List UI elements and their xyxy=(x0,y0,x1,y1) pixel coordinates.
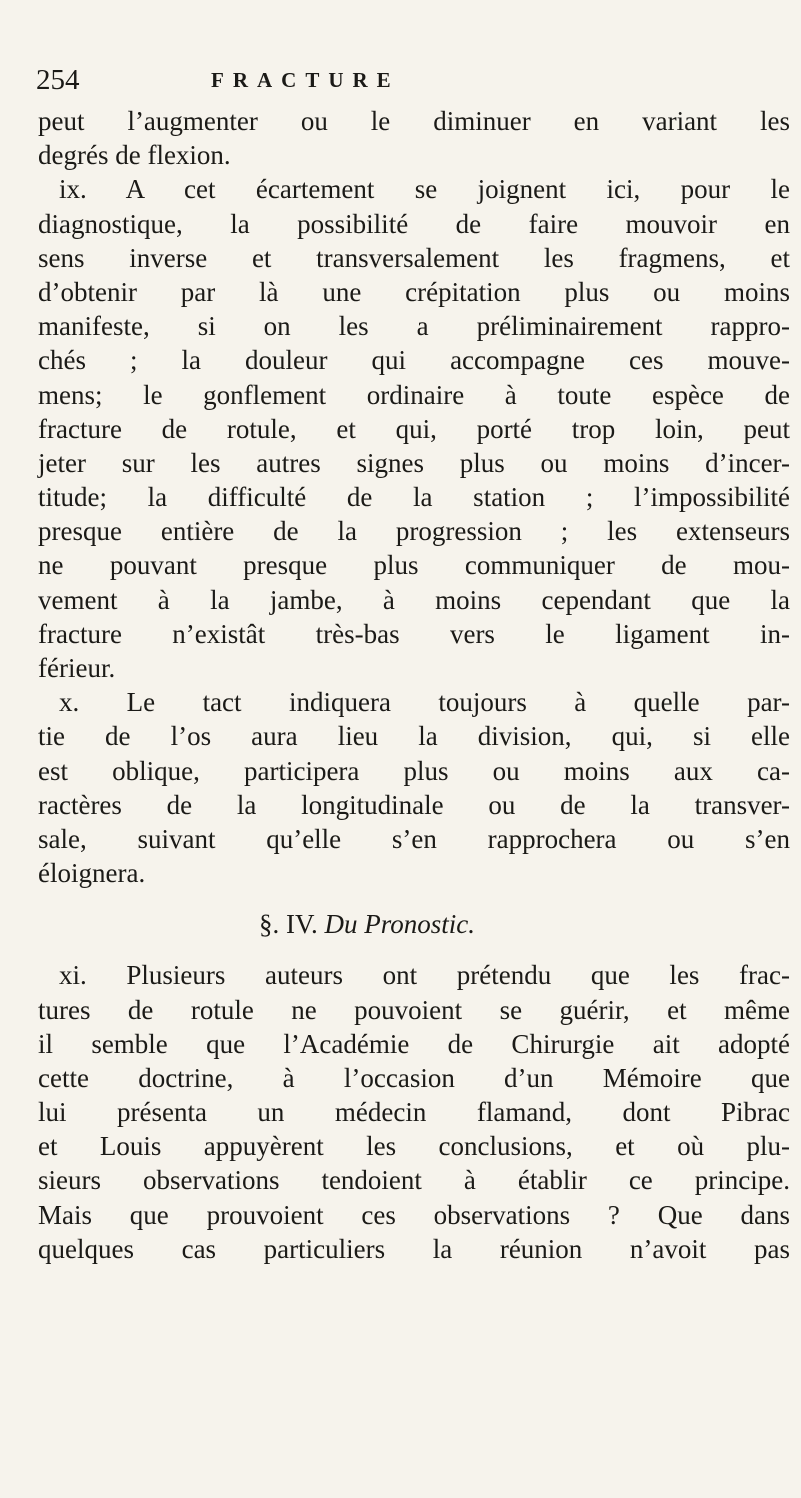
text-line: fracture n’existât très-bas vers le ligament in- xyxy=(38,618,790,649)
text-line: et Louis appuyèrent les conclusions, et où plu- xyxy=(38,1131,790,1162)
text-line: diagnostique, la possibilité de faire mouvoir en xyxy=(38,208,790,239)
text-line: est oblique, participera plus ou moins aux ca- xyxy=(38,755,790,786)
text-line: tures de rotule ne pouvoient se guérir, et même xyxy=(38,994,790,1025)
section-heading xyxy=(38,898,793,950)
text-line: cette doctrine, à l’occasion d’un Mémoire que xyxy=(38,1062,790,1093)
text-line: sale, suivant qu’elle s’en rapprochera ou s’en xyxy=(38,823,790,854)
text-line: d’obtenir par là une crépitation plus ou moins xyxy=(38,276,790,307)
text-line: férieur. xyxy=(38,653,116,683)
text-line: Mais que prouvoient ces observations ? Que dans xyxy=(38,1199,790,1230)
text-line: ractères de la longitudinale ou de la transver- xyxy=(38,789,790,820)
page-header xyxy=(36,64,776,104)
text-line: sieurs observations tendoient à établir ce principe. xyxy=(38,1165,790,1196)
text-line: éloignera. xyxy=(38,858,146,889)
text-line: lui présenta un médecin flamand, dont Pibrac xyxy=(38,1097,790,1128)
text-line: fracture de rotule, et qui, porté trop loin, peut xyxy=(38,413,790,444)
text-line: degrés de flexion. xyxy=(38,140,231,171)
text-line: il semble que l’Académie de Chirurgie ait adopté xyxy=(38,1028,790,1059)
page-number: 254 xyxy=(36,64,80,96)
section-title-text: Du Pronostic. xyxy=(324,909,476,940)
text-line: x. Le tact indiquera toujours à quelle par- xyxy=(59,687,790,718)
body-text xyxy=(38,104,793,1266)
text-line: presque entière de la progression ; les extenseurs xyxy=(38,516,790,547)
text-line: vement à la jambe, à moins cependant que la xyxy=(38,584,790,615)
text-line: tie de l’os aura lieu la division, qui, si elle xyxy=(38,721,790,752)
section-prefix: §. IV. xyxy=(259,909,318,940)
text-line: xi. Plusieurs auteurs ont prétendu que les frac- xyxy=(59,960,790,991)
text-line: mens; le gonflement ordinaire à toute espèce de xyxy=(38,379,790,410)
text-line: ne pouvant presque plus communiquer de mou- xyxy=(38,550,790,581)
text-line: quelques cas particuliers la réunion n’avoit pas xyxy=(38,1233,790,1264)
text-line: jeter sur les autres signes plus ou moins d’incer- xyxy=(38,447,790,478)
text-line: chés ; la douleur qui accompagne ces mouve- xyxy=(38,345,790,376)
running-head: FRACTURE xyxy=(211,68,400,92)
text-line: sens inverse et transversalement les fragmens, et xyxy=(38,242,790,273)
text-line: manifeste, si on les a préliminairement rappro- xyxy=(38,311,790,342)
text-line: titude; la difficulté de la station ; l’impossibilité xyxy=(38,482,790,513)
text-line: ix. A cet écartement se joignent ici, pour le xyxy=(59,174,790,205)
text-line: peut l’augmenter ou le diminuer en variant les xyxy=(38,106,790,136)
